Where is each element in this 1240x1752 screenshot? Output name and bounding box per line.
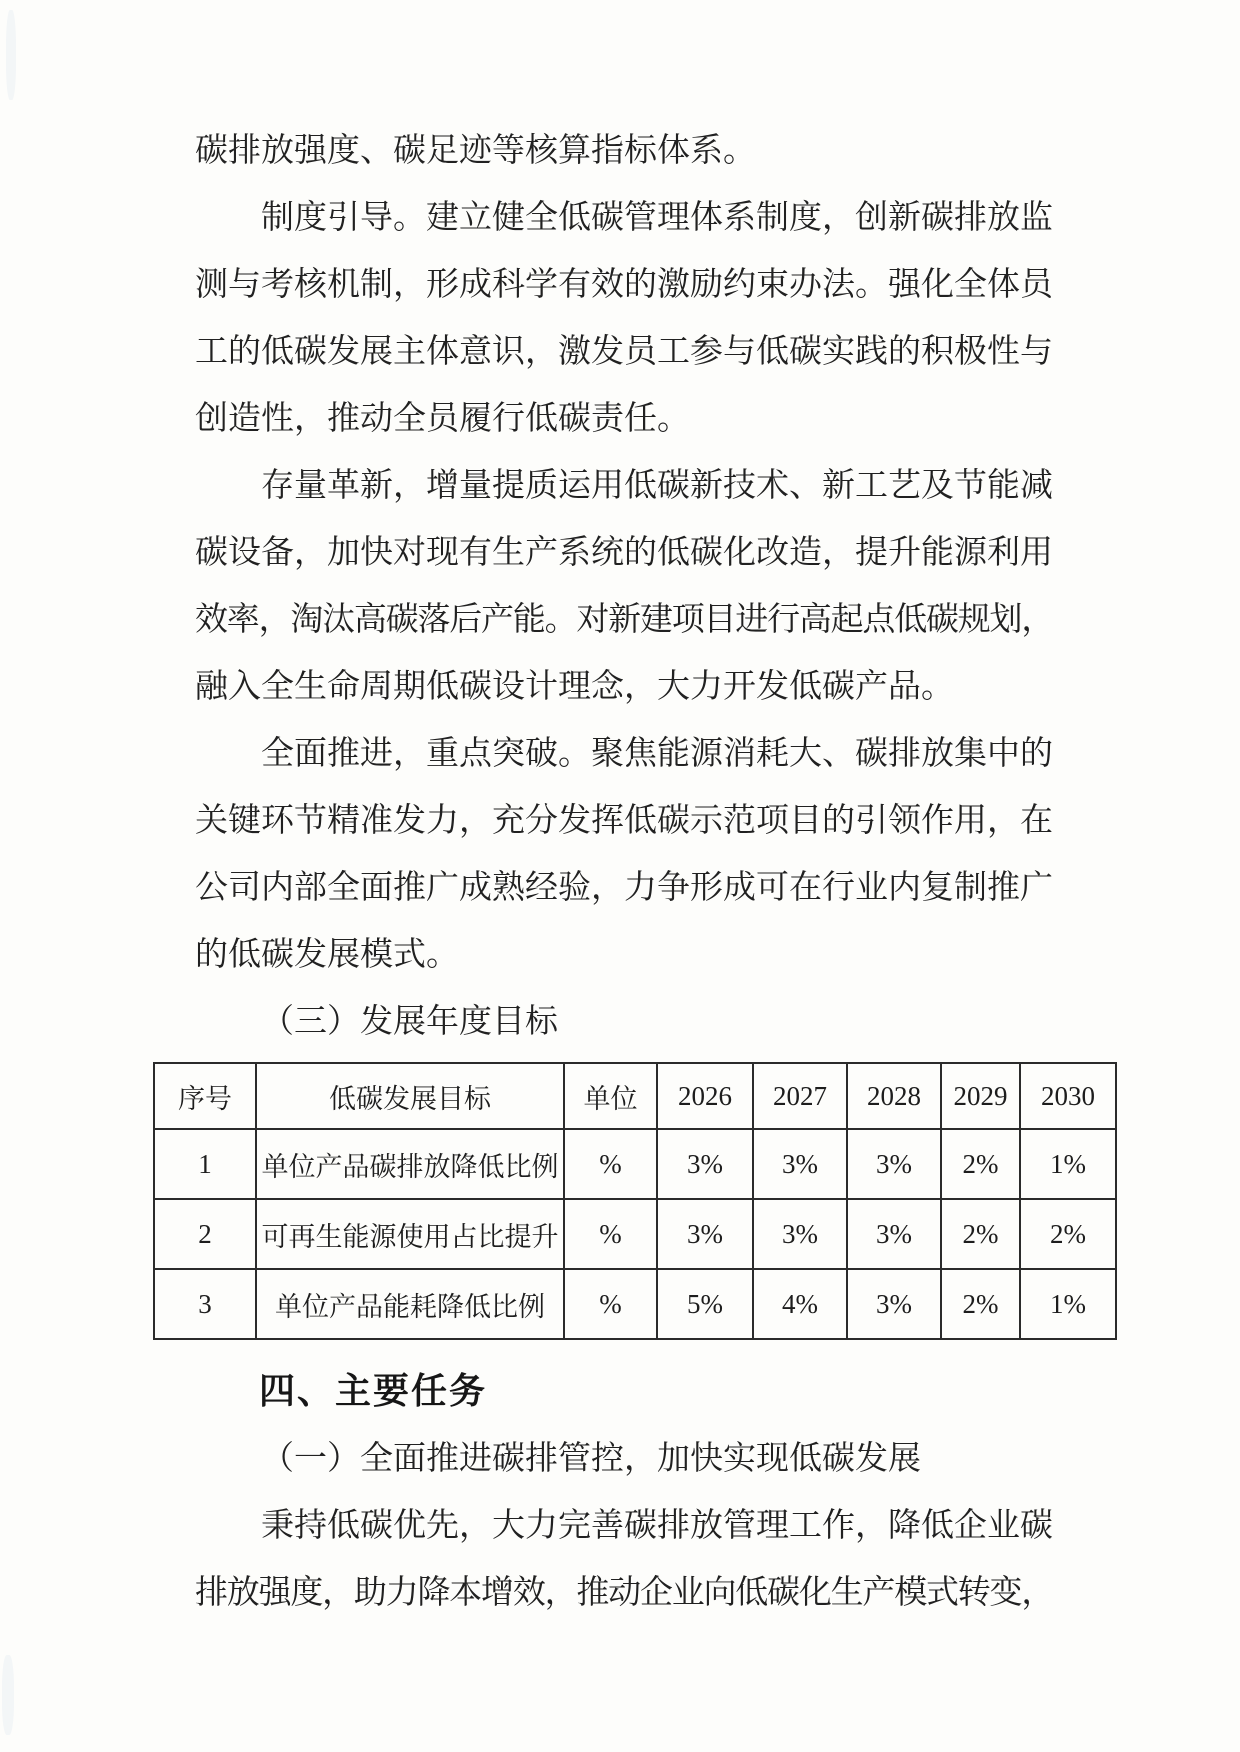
- paragraph-stock-renewal: [195, 453, 1240, 721]
- column-header-goal: 低碳发展目标: [256, 1063, 564, 1129]
- body-line: 碳设备，加快对现有生产系统的低碳化改造，提升能源利用: [195, 535, 1053, 571]
- body-line: 的低碳发展模式。: [195, 937, 459, 973]
- paragraph-institution-guidance: [195, 185, 1240, 453]
- body-line: 效率，淘汰高碳落后产能。对新建项目进行高起点低碳规划，: [195, 602, 1053, 638]
- column-header-year: 2026: [657, 1063, 753, 1129]
- annual-goals-table: [153, 1062, 1117, 1340]
- column-header-year: 2030: [1020, 1063, 1116, 1129]
- column-header-year: 2028: [847, 1063, 941, 1129]
- table-cell-value: 2%: [1020, 1199, 1116, 1269]
- table-cell-unit: %: [564, 1199, 657, 1269]
- scan-artifact: [6, 10, 16, 100]
- body-line: 测与考核机制，形成科学有效的激励约束办法。强化全体员: [195, 267, 1053, 303]
- table-cell-value: 1%: [1020, 1269, 1116, 1339]
- body-line: 工的低碳发展主体意识，激发员工参与低碳实践的积极性与: [195, 334, 1053, 370]
- table-row: [154, 1199, 1116, 1269]
- table-cell-value: 3%: [847, 1129, 941, 1199]
- table-cell-value: 4%: [753, 1269, 847, 1339]
- section-heading-task1: （一）全面推进碳排管控，加快实现低碳发展: [261, 1441, 921, 1477]
- table-cell-value: 3%: [657, 1129, 753, 1199]
- table-cell-value: 1%: [1020, 1129, 1116, 1199]
- table-cell-value: 3%: [753, 1199, 847, 1269]
- table-cell-value: 2%: [941, 1129, 1020, 1199]
- table-cell-goal: 单位产品碳排放降低比例: [256, 1129, 564, 1199]
- table-cell-goal: 可再生能源使用占比提升: [256, 1199, 564, 1269]
- table-row: [154, 1269, 1116, 1339]
- body-line: 创造性，推动全员履行低碳责任。: [195, 401, 690, 437]
- paragraph-full-advance: [195, 721, 1240, 989]
- body-line: 制度引导。建立健全低碳管理体系制度，创新碳排放监: [261, 200, 1053, 236]
- body-line: 融入全生命周期低碳设计理念，大力开发低碳产品。: [195, 669, 954, 705]
- table-cell-value: 3%: [657, 1199, 753, 1269]
- section-heading-annual-goals: （三）发展年度目标: [261, 1004, 558, 1040]
- table-header-row: [154, 1063, 1116, 1129]
- table-cell-value: 3%: [847, 1199, 941, 1269]
- paragraph-task1: [195, 1493, 1240, 1627]
- body-line-intro: 碳排放强度、碳足迹等核算指标体系。: [195, 133, 756, 169]
- table-cell-index: 3: [154, 1269, 256, 1339]
- body-line: 秉持低碳优先，大力完善碳排放管理工作，降低企业碳: [261, 1508, 1053, 1544]
- table-cell-unit: %: [564, 1269, 657, 1339]
- table-cell-value: 2%: [941, 1199, 1020, 1269]
- body-line: 公司内部全面推广成熟经验，力争形成可在行业内复制推广: [195, 870, 1053, 906]
- table-cell-value: 5%: [657, 1269, 753, 1339]
- section-heading-main-tasks: 四、主要任务: [259, 1370, 488, 1411]
- column-header-unit: 单位: [564, 1063, 657, 1129]
- column-header-year: 2027: [753, 1063, 847, 1129]
- table-cell-value: 3%: [847, 1269, 941, 1339]
- table-cell-index: 2: [154, 1199, 256, 1269]
- table-cell-goal: 单位产品能耗降低比例: [256, 1269, 564, 1339]
- table-row: [154, 1129, 1116, 1199]
- table-cell-value: 2%: [941, 1269, 1020, 1339]
- body-line: 存量革新，增量提质运用低碳新技术、新工艺及节能减: [261, 468, 1053, 504]
- table-cell-index: 1: [154, 1129, 256, 1199]
- table-cell-value: 3%: [753, 1129, 847, 1199]
- body-line: 全面推进，重点突破。聚焦能源消耗大、碳排放集中的: [261, 736, 1053, 772]
- body-line: 关键环节精准发力，充分发挥低碳示范项目的引领作用，在: [195, 803, 1053, 839]
- column-header-index: 序号: [154, 1063, 256, 1129]
- table-cell-unit: %: [564, 1129, 657, 1199]
- scan-artifact: [2, 1655, 14, 1735]
- body-line: 排放强度，助力降本增效，推动企业向低碳化生产模式转变，: [195, 1575, 1053, 1611]
- column-header-year: 2029: [941, 1063, 1020, 1129]
